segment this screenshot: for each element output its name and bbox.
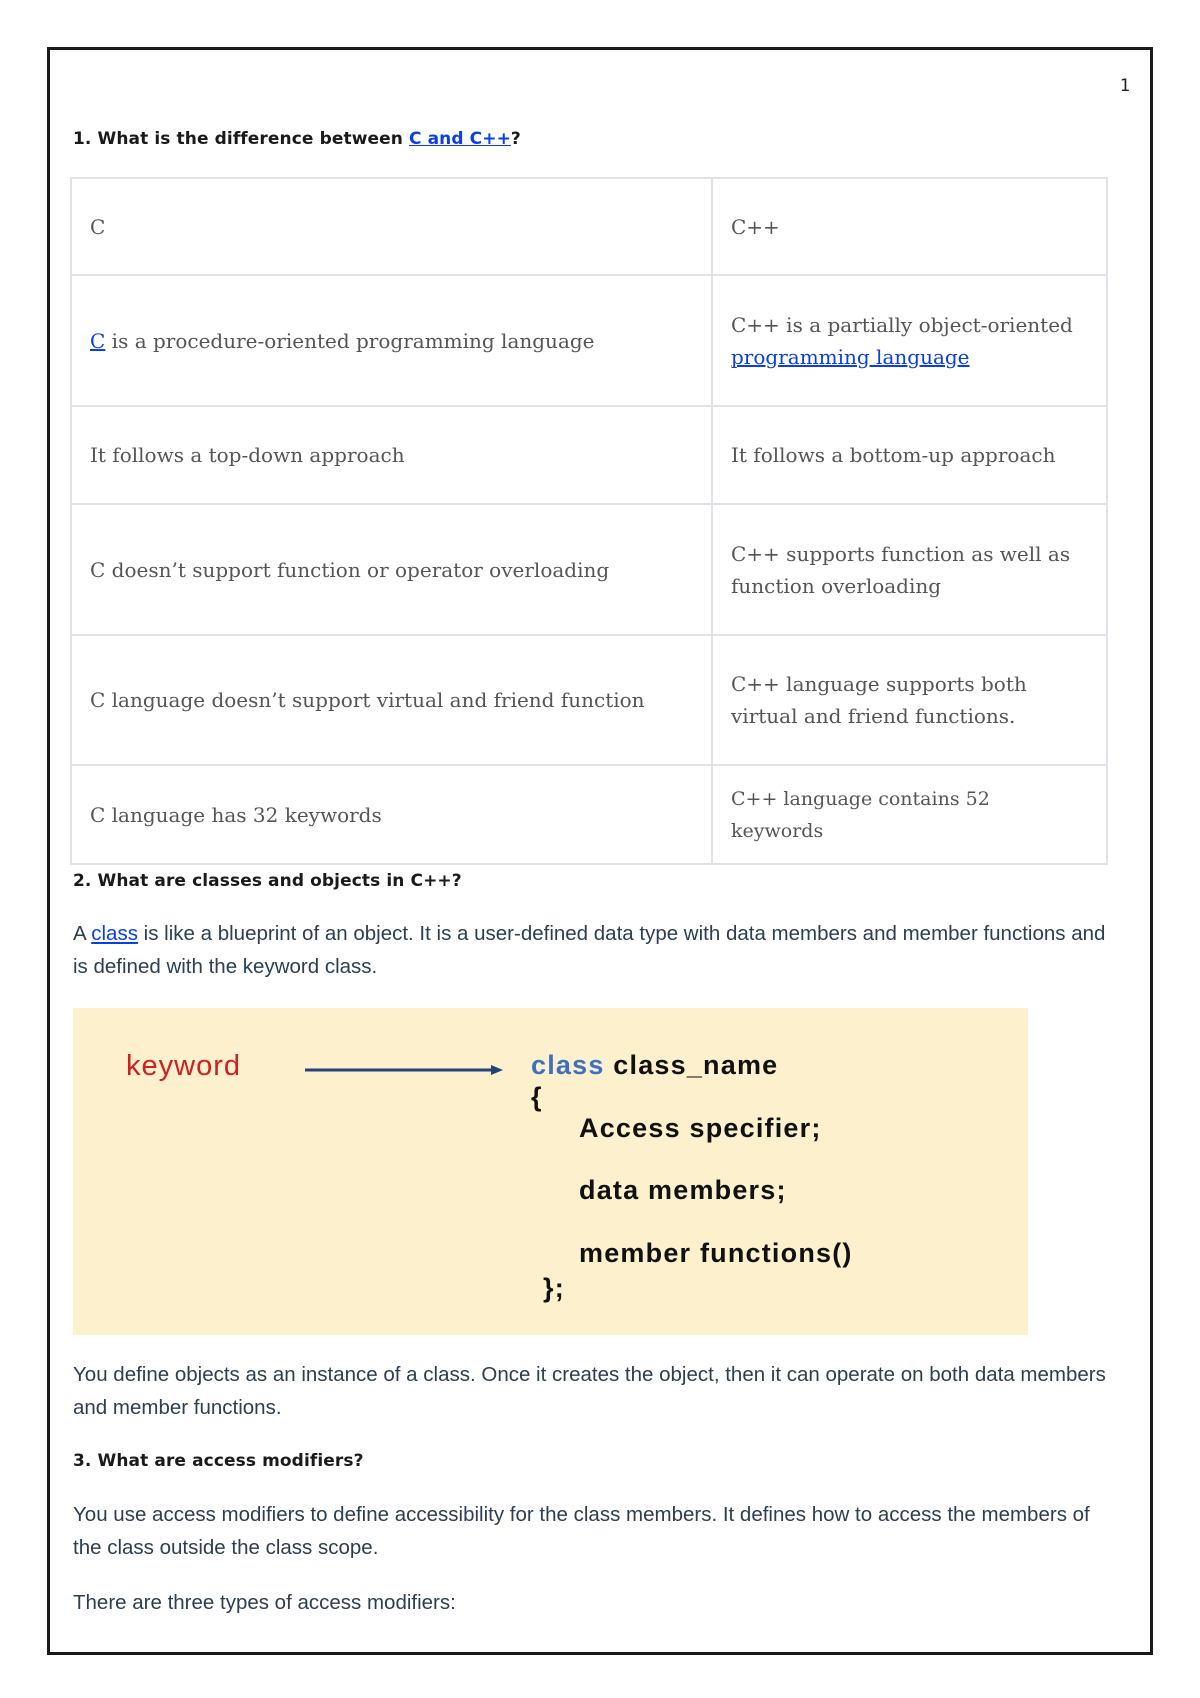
classes-paragraph — [73, 917, 1113, 983]
arrow-icon — [305, 1064, 505, 1076]
comparison-table — [70, 177, 1108, 865]
table-row — [71, 406, 1107, 504]
c-and-cpp-link[interactable]: C and C++ — [409, 129, 511, 149]
q1-suffix: ? — [510, 129, 521, 149]
table-row — [71, 504, 1107, 635]
header-cell-c: C — [71, 178, 712, 275]
c-link[interactable]: C — [90, 328, 106, 353]
table-cell: C doesn’t support function or operator overloading — [71, 504, 712, 635]
table-row — [71, 765, 1107, 864]
access-modifiers-paragraph: You use access modifiers to define accessibility for the class members. It defines how to access the members of the class outside the class scope. — [73, 1503, 1090, 1559]
access-specifier-line: Access specifier; — [579, 1113, 822, 1143]
page-number: 1 — [1119, 76, 1130, 96]
para-text: A — [73, 922, 92, 945]
open-brace: { — [531, 1082, 543, 1112]
class-keyword: class — [531, 1050, 605, 1080]
question-1-heading — [73, 129, 521, 149]
question-2-heading: 2. What are classes and objects in C++? — [73, 871, 462, 891]
q1-prefix: 1. What is the difference between — [73, 129, 409, 149]
table-cell: C++ language contains 52 keywords — [712, 765, 1107, 864]
class-declaration-line — [531, 1050, 778, 1081]
table-cell — [71, 275, 712, 406]
class-syntax-diagram — [73, 1008, 1028, 1335]
table-cell: C language doesn’t support virtual and friend function — [71, 635, 712, 765]
close-brace: }; — [543, 1273, 565, 1303]
class-name: class_name — [604, 1050, 779, 1080]
three-types-paragraph: There are three types of access modifiers: — [73, 1591, 456, 1614]
data-members-line: data members; — [579, 1175, 787, 1205]
para-text: is like a blueprint of an object. It is a user-defined data type with data members and member functions and is defined with the keyword class. — [73, 922, 1106, 978]
table-row — [71, 275, 1107, 406]
table-cell: C++ supports function as well as function overloading — [712, 504, 1107, 635]
keyword-label: keyword — [126, 1050, 241, 1082]
class-link[interactable]: class — [91, 922, 138, 945]
table-cell: C++ language supports both virtual and friend functions. — [712, 635, 1107, 765]
table-cell: It follows a top-down approach — [71, 406, 712, 504]
table-cell: It follows a bottom-up approach — [712, 406, 1107, 504]
table-row — [71, 635, 1107, 765]
cell-text: C++ is a partially object-oriented — [731, 312, 1073, 337]
table-cell: C language has 32 keywords — [71, 765, 712, 864]
question-3-heading: 3. What are access modifiers? — [73, 1451, 364, 1471]
objects-paragraph: You define objects as an instance of a class. Once it creates the object, then it can operate on both data members and member functions. — [73, 1363, 1106, 1419]
table-cell — [712, 275, 1107, 406]
cell-text: is a procedure-oriented programming language — [105, 328, 595, 353]
header-cell-cpp: C++ — [712, 178, 1107, 275]
table-header-row — [71, 178, 1107, 275]
programming-language-link[interactable]: programming language — [731, 344, 970, 369]
member-functions-line: member functions() — [579, 1238, 853, 1268]
